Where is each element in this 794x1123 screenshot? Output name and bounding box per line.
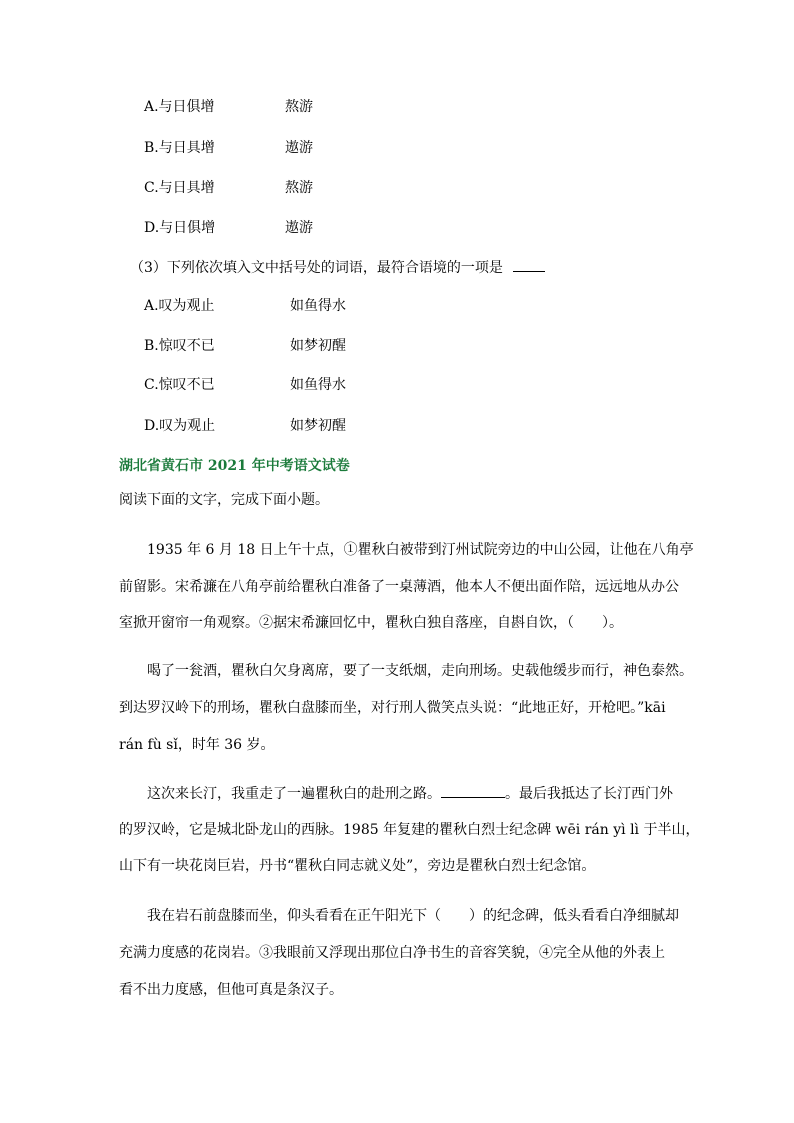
q3-question-text: （3）下列依次填入文中括号处的词语，最符合语境的一项是 bbox=[130, 260, 503, 276]
passage-p3-line3: 山下有一块花岗巨岩，丹书“瞿秋白同志就义处”，旁边是瞿秋白烈士纪念馆。 bbox=[119, 858, 596, 874]
q3-option-c-right: 如鱼得水 bbox=[290, 377, 346, 393]
q2-option-b-left: B.与日具增 bbox=[144, 140, 215, 156]
section-title: 湖北省黄石市 2021 年中考语文试卷 bbox=[119, 458, 350, 474]
q2-option-a-right: 熬游 bbox=[285, 99, 313, 115]
passage-p1-line1: 1935 年 6 月 18 日上午十点，①瞿秋白被带到汀州试院旁边的中山公园，让他在八角亭 bbox=[147, 542, 694, 558]
q3-option-d-left: D.叹为观止 bbox=[144, 418, 216, 434]
q2-option-b-right: 遨游 bbox=[285, 140, 313, 156]
q2-option-a-left: A.与日俱增 bbox=[144, 99, 215, 115]
passage-p4-line2: 充满力度感的花岗岩。③我眼前又浮现出那位白净书生的音容笑貌，④完全从他的外表上 bbox=[119, 945, 665, 961]
q2-option-c-right: 熬游 bbox=[285, 180, 313, 196]
q3-answer-blank bbox=[513, 257, 545, 272]
passage-p3-line1-pre: 这次来长汀，我重走了一遍瞿秋白的赴刑之路。 bbox=[147, 786, 441, 802]
reading-instruction: 阅读下面的文字，完成下面小题。 bbox=[119, 492, 329, 508]
q2-option-d-left: D.与日俱增 bbox=[144, 220, 216, 236]
passage-p4-line1: 我在岩石前盘膝而坐，仰头看看在正午阳光下（ ）的纪念碑，低头看看白净细腻却 bbox=[147, 908, 679, 924]
passage-fill-blank bbox=[441, 783, 505, 798]
q3-option-b-right: 如梦初醒 bbox=[290, 338, 346, 354]
passage-p2-line1: 喝了一瓮酒，瞿秋白欠身离席，要了一支纸烟，走向刑场。史载他缓步而行，神色泰然。 bbox=[147, 663, 693, 679]
q3-option-a-right: 如鱼得水 bbox=[290, 298, 346, 314]
passage-p4-line3: 看不出力度感，但他可真是条汉子。 bbox=[119, 982, 343, 998]
q3-option-c-left: C.惊叹不已 bbox=[144, 377, 215, 393]
passage-p2-line3: rán fù sǐ，时年 36 岁。 bbox=[119, 737, 275, 753]
q2-option-c-left: C.与日具增 bbox=[144, 180, 215, 196]
passage-p3-line1-post: 。最后我抵达了长汀西门外 bbox=[505, 786, 673, 802]
q3-option-b-left: B.惊叹不已 bbox=[144, 338, 215, 354]
passage-p1-line2: 前留影。宋希濂在八角亭前给瞿秋白准备了一桌薄酒，他本人不便出面作陪，远远地从办公 bbox=[119, 579, 679, 595]
passage-p1-line3: 室掀开窗帘一角观察。②据宋希濂回忆中，瞿秋白独自落座，自斟自饮，（ ）。 bbox=[119, 615, 623, 631]
passage-p3-line2: 的罗汉岭，它是城北卧龙山的西脉。1985 年复建的瞿秋白烈士纪念碑 wēi rán yì lì 于半山， bbox=[119, 822, 700, 838]
q3-question bbox=[130, 257, 545, 278]
passage-p2-line2: 到达罗汉岭下的刑场，瞿秋白盘膝而坐，对行刑人微笑点头说：“此地正好，开枪吧。”kāi bbox=[119, 700, 666, 716]
q2-option-d-right: 遨游 bbox=[285, 220, 313, 236]
q3-option-a-left: A.叹为观止 bbox=[144, 298, 215, 314]
passage-p3-line1 bbox=[147, 783, 673, 804]
q3-option-d-right: 如梦初醒 bbox=[290, 418, 346, 434]
